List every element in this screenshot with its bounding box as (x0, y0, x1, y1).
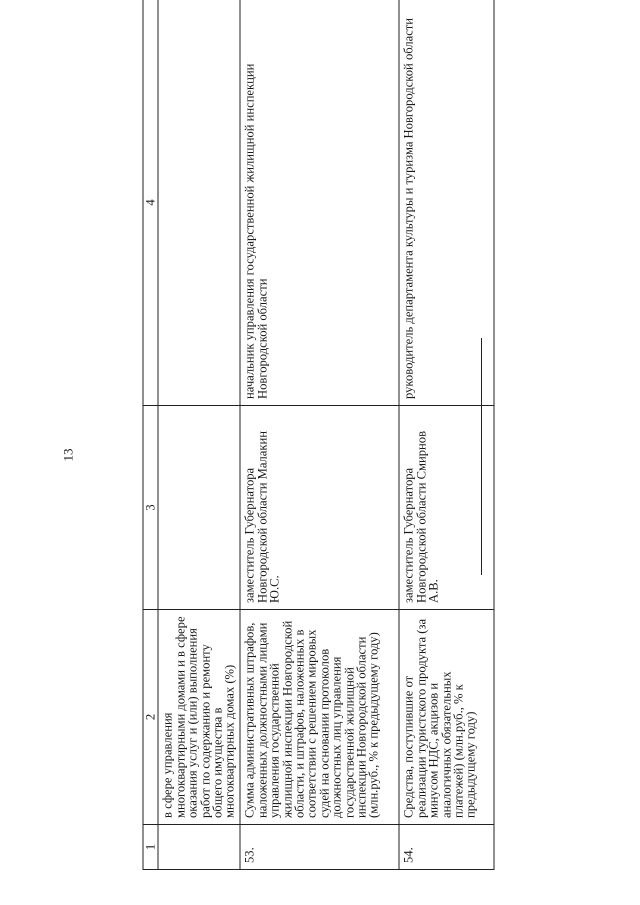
responsible-cell (158, 0, 240, 406)
indicator-cell: Сумма административных штрафов, наложенных должностными лицами управления государственной жилищной инспекции Новгородской области, и штрафов, наложенных в соответствии с решением мировых судей на основании протоколов должностных лиц управления государственной жилищной инспекции Новгородской области (млн.руб., % к предыдущему году) (240, 610, 399, 825)
table-header-row (143, 0, 158, 870)
column-header: 3 (143, 406, 158, 610)
indicator-cell: Средства, поступившие от реализации туристского продукта (за минусом НДС, акцизов и аналогичных обязательных платежей) (млн.руб., % к предыдущему году) (399, 610, 494, 825)
rotated-page-content (143, 17, 498, 870)
responsible-cell: начальник управления государственной жилищной инспекции Новгородской области (240, 0, 399, 406)
row-number-cell: 53. (240, 825, 399, 870)
closing-rule-line (481, 338, 482, 575)
indicator-cell: в сфере управления многоквартирными домами и в сфере оказания услуг и (или) выполнения работ по содержанию и ремонту общего имущества в многоквартирных домах (%) (158, 610, 240, 825)
column-header: 1 (143, 825, 158, 870)
page-number: 13 (60, 448, 76, 462)
deputy-cell: заместитель Губернатора Новгородской области Смирнов А.В. (399, 406, 494, 610)
table-row (240, 0, 399, 870)
column-header: 4 (143, 0, 158, 406)
column-header: 2 (143, 610, 158, 825)
row-number-cell (158, 825, 240, 870)
table-row (158, 0, 240, 870)
indicators-table (143, 0, 495, 870)
responsible-cell: руководитель департамента культуры и туризма Новгородской области (399, 0, 494, 406)
deputy-cell (158, 406, 240, 610)
row-number-cell: 54. (399, 825, 494, 870)
deputy-cell: заместитель Губернатора Новгородской области Малакин Ю.С. (240, 406, 399, 610)
